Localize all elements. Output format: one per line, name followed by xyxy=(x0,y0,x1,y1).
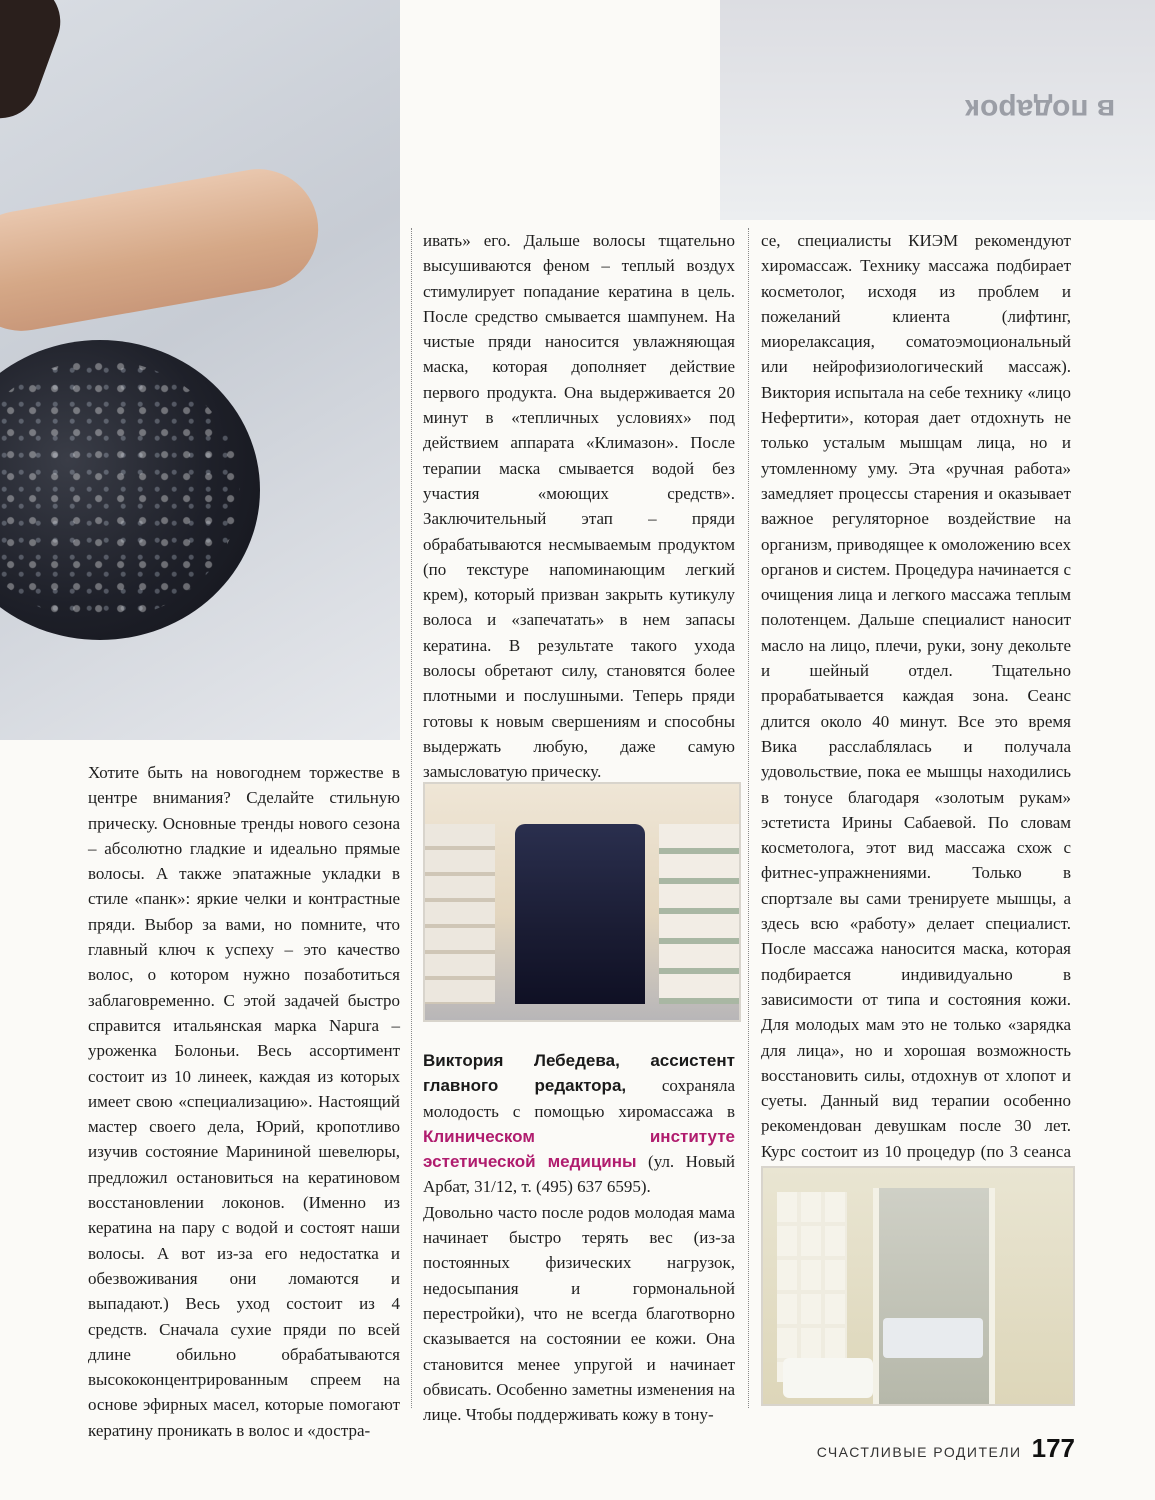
bleed-through-heading: в подарок xyxy=(964,93,1115,126)
column-rule xyxy=(748,228,749,1408)
page-number: 177 xyxy=(1031,1433,1075,1463)
salon-interior-photo xyxy=(423,782,741,1022)
article-paragraph: ивать» его. Дальше волосы тщательно высушиваются феном – теплый воздух стимулирует попадание кератина в цель. После средство смывается шампунем. На чистые пряди наносится увлажняющая маска, которая дополняет действие первого продукта. Она выдерживается 20 минут в «тепличных условиях» под действием аппарата «Климазон». После терапии маска смывается водой без участия «моющих средств». Заключительный этап – пряди обрабатываются несмываемым продуктом (по текстуре напоминающим легкий крем), который призван закрыть кутикулу волоса и «запечатать» в нем запасы кератина. В результате такого ухода волосы обретают силу, становятся более плотными и послушными. Теперь пряди готовы к новым свершениям и способны выдержать любую, даже самую замысловатую прическу. xyxy=(423,231,735,782)
caption-address: (ул. Новый Арбат, 31/12, т. (495) 637 6595). xyxy=(423,1152,735,1197)
photo-detail-window xyxy=(777,1192,847,1382)
photo-detail-entrance xyxy=(515,824,645,1004)
photo-detail-towels xyxy=(783,1358,873,1398)
photo-detail-massage-bed xyxy=(883,1318,983,1358)
caviar-spoon-photo xyxy=(0,0,400,740)
photo-caption xyxy=(423,1048,735,1200)
photo-detail-spoon xyxy=(0,340,260,640)
bleed-through-strip xyxy=(720,0,1155,220)
caption-person: Виктория Лебедева, ассистент главного редактора, xyxy=(423,1051,735,1096)
middle-column xyxy=(423,228,735,785)
photo-detail-doorway xyxy=(873,1188,995,1404)
caption-clinic-name: Клиническом институте эстетической медицины xyxy=(423,1126,735,1172)
left-column xyxy=(88,760,400,1443)
photo-detail-shelf xyxy=(659,824,739,1004)
article-paragraph: Довольно часто после родов молодая мама начинает быстро терять вес (из-за постоянных физических нагрузок, недосыпания и гормональной перестройки), что не всегда благотворно сказывается на состоянии ее кожи. Она становится менее упругой и начинает обвисать. Особенно заметны изменения на лице. Чтобы поддерживать кожу в тону- xyxy=(423,1202,735,1425)
middle-column-lower xyxy=(423,1048,735,1427)
photo-detail-shelf xyxy=(425,824,495,1004)
page-footer xyxy=(817,1433,1075,1464)
treatment-room-photo xyxy=(761,1166,1075,1406)
right-column xyxy=(761,228,1071,1189)
article-paragraph: се, специалисты КИЭМ рекомендуют хиромассаж. Технику массажа подбирает косметолог, исходя из проблем и пожеланий клиента (лифтинг, миорелаксация, соматоэмоциональный или нейрофизиологический массаж). Виктория испытала на себе технику «лицо Нефертити», которая дает отдохнуть не только усталым мышцам лица, но и утомленному уму. Эта «ручная работа» замедляет процессы старения и оказывает важное регуляторное воздействие на организм, приводящее к омоложению всех органов и систем. Процедура начинается с очищения лица и легкого массажа теплым полотенцем. Дальше специалист наносит масло на лицо, плечи, руки, зону декольте и шейный отдел. Тщательно прорабатывается каждая зона. Сеанс длится около 40 минут. Все это время Вика расслаблялась и получала удовольствие, пока ее мышцы находились в тонусе благодаря «золотым рукам» эстетиста Ирины Сабаевой. По словам косметолога, этот вид массажа схож с фитнес-упражнениями. Только в спортзале вы сами тренируете мышцы, а здесь всю «работу» делает специалист. После массажа наносится маска, которая подбирается индивидуально в зависимости от типа и состояния кожи. Для молодых мам это не только «зарядка для лица», но и хорошая возможность восстановить силы, отдохнув от хлопот и суеты. Данный вид терапии особенно рекомендован девушкам после 30 лет. Курс состоит из 10 процедур (по 3 сеанса xyxy=(761,231,1071,1161)
photo-detail-finger xyxy=(0,160,328,341)
magazine-name: СЧАСТЛИВЫЕ РОДИТЕЛИ xyxy=(816,1444,1022,1460)
article-paragraph: Хотите быть на новогоднем торжестве в центре внимания? Сделайте стильную прическу. Основные тренды нового сезона – абсолютно гладкие и идеально прямые волосы. А также эпатажные укладки в стиле «панк»: яркие челки и контрастные пряди. Выбор за вами, но помните, что главный ключ к успеху – это качество волос, о котором нужно позаботиться заблаговременно. С этой задачей быстро справится итальянская марка Napura – уроженка Болоньи. Весь ассортимент состоит из 10 линеек, каждая из которых имеет свою «специализацию». Настоящий мастер своего дела, Юрий, кропотливо изучив состояние Марининой шевелюры, предложил остановиться на кератиновом восстановлении локонов. (Именно из кератина на пару с водой и состоят наши волосы. А вот из-за его недостатка и обезвоживания они ломаются и выпадают.) Весь уход состоит из 4 средств. Сначала сухие пряди по всей длине обильно обрабатываются высококонцентрированным спреем на основе эфирных масел, которые помогают кератину проникать в волос и «достра- xyxy=(88,763,400,1440)
caption-text: сохраняла молодость с помощью хиромассажа в xyxy=(423,1076,735,1121)
photo-detail-dark xyxy=(0,0,72,129)
column-rule xyxy=(411,228,412,1408)
